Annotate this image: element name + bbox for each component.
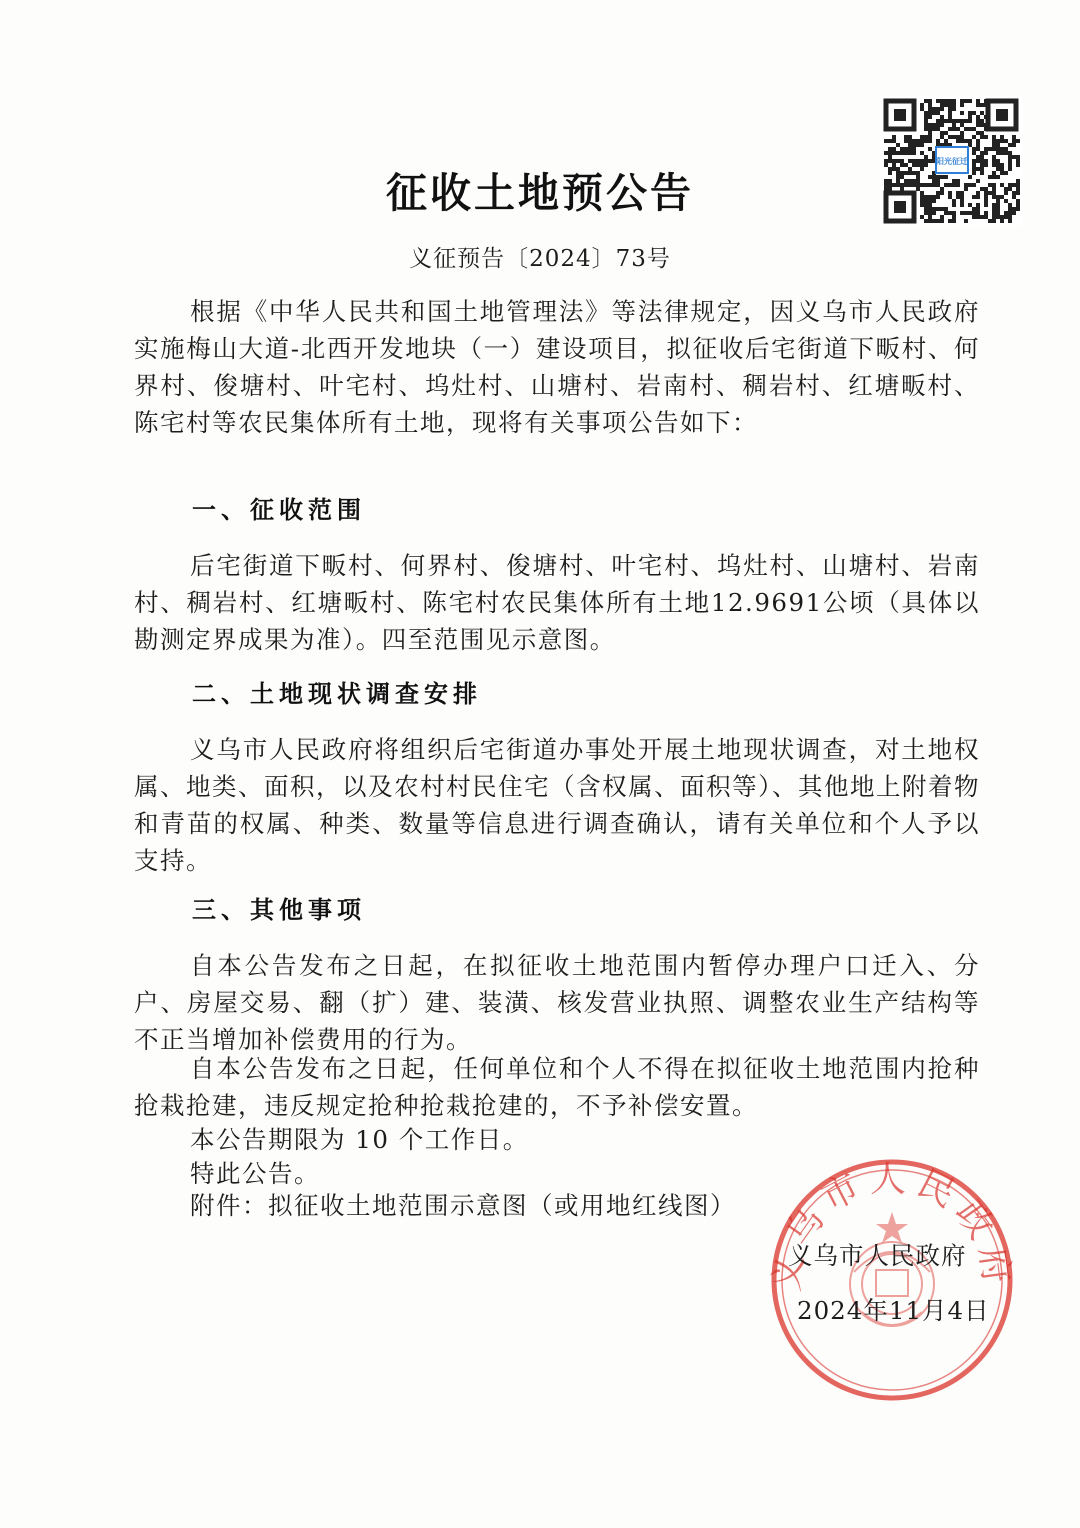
qr-badge-text: 阳光征迁 [936, 157, 968, 166]
document-number: 义征预告〔2024〕73号 [409, 246, 671, 272]
closing-line: 特此公告。 [190, 1159, 320, 1188]
section-heading-scope: 一、征收范围 [192, 496, 366, 524]
intro-paragraph: 根据《中华人民共和国土地管理法》等法律规定，因义乌市人民政府实施梅山大道-北西开发地块（一）建设项目，拟征收后宅街道下畈村、何界村、俊塘村、叶宅村、坞灶村、山塘村、岩南村、稠岩村、红塘畈村、陈宅村等农民集体所有土地，现将有关事项公告如下： [134, 297, 980, 437]
section-body-survey: 义乌市人民政府将组织后宅街道办事处开展土地现状调查，对土地权属、地类、面积，以及农村村民住宅（含权属、面积等）、其他地上附着物和青苗的权属、种类、数量等信息进行调查确认，请有关单位和个人予以支持。 [134, 735, 980, 875]
section-body-scope: 后宅街道下畈村、何界村、俊塘村、叶宅村、坞灶村、山塘村、岩南村、稠岩村、红塘畈村、陈宅村农民集体所有土地12.9691公顷（具体以勘测定界成果为准）。四至范围见示意图。 [134, 551, 980, 654]
signature-date: 2024年11月4日 [797, 1296, 990, 1325]
official-seal-icon [764, 1152, 1020, 1408]
signature-organization: 义乌市人民政府 [788, 1241, 967, 1270]
page-title: 征收土地预公告 [386, 169, 694, 217]
attachment-line: 附件：拟征收土地范围示意图（或用地红线图） [190, 1191, 736, 1220]
section-heading-other: 三、其他事项 [192, 896, 366, 924]
section-paragraph-suspend: 自本公告发布之日起，在拟征收土地范围内暂停办理户口迁入、分户、房屋交易、翻（扩）建、装潢、核发营业执照、调整农业生产结构等不正当增加补偿费用的行为。 [134, 951, 980, 1054]
period-line: 本公告期限为 10 个工作日。 [190, 1125, 529, 1154]
section-paragraph-prohibit: 自本公告发布之日起，任何单位和个人不得在拟征收土地范围内抢种抢栽抢建，违反规定抢种抢栽抢建的，不予补偿安置。 [134, 1054, 980, 1120]
section-heading-survey: 二、土地现状调查安排 [192, 680, 482, 708]
svg-text:义乌市人民政府: 义乌市人民政府 [766, 1158, 1018, 1294]
